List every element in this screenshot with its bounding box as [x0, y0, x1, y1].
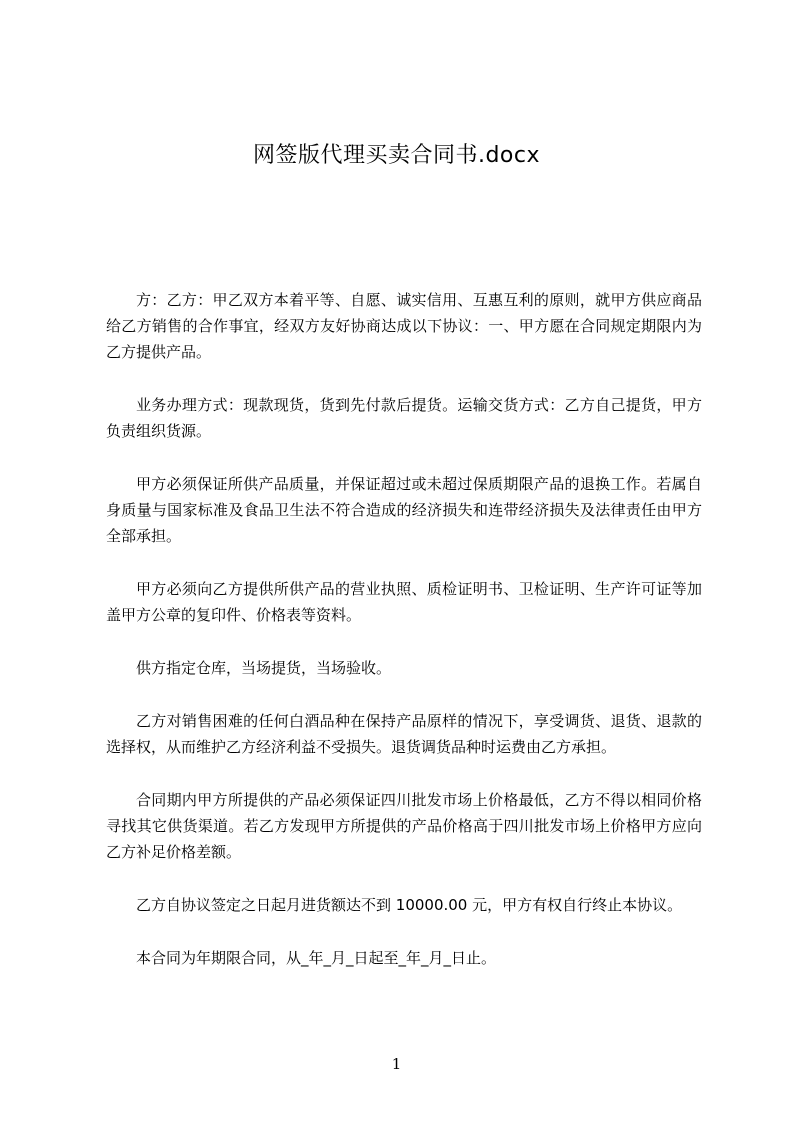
paragraph-warehouse: 供方指定仓库，当场提货，当场验收。 [136, 659, 392, 677]
paragraph-documents: 甲方必须向乙方提供所供产品的营业执照、质检证明书、卫检证明、生产许可证等加盖甲方公章的复印件、价格表等资料。 [106, 580, 702, 624]
paragraph-preamble: 方：乙方：甲乙双方本着平等、自愿、诚实信用、互惠互利的原则，就甲方供应商品给乙方销售的合作事宜，经双方友好协商达成以下协议：一、甲方愿在合同规定期限内为乙方提供产品。 [106, 291, 702, 361]
page-number: 1 [391, 1055, 402, 1073]
paragraph-pricing: 合同期内甲方所提供的产品必须保证四川批发市场上价格最低，乙方不得以相同价格寻找其它供货渠道。若乙方发现甲方所提供的产品价格高于四川批发市场上价格甲方应向乙方补足价格差额。 [106, 791, 702, 861]
paragraph-term: 本合同为年期限合同，从_年_月_日起至_年_月_日止。 [136, 949, 497, 967]
paragraph-business-method: 业务办理方式：现款现货，货到先付款后提货。运输交货方式：乙方自己提货，甲方负责组织货源。 [106, 396, 702, 440]
paragraph-returns: 乙方对销售困难的任何白酒品种在保持产品原样的情况下，享受调货、退货、退款的选择权，从而维护乙方经济利益不受损失。退货调货品种时运费由乙方承担。 [106, 712, 702, 756]
paragraph-termination: 乙方自协议签定之日起月进货额达不到 10000.00 元，甲方有权自行终止本协议。 [136, 896, 683, 914]
document-body [106, 287, 702, 998]
document-title: 网签版代理买卖合同书.docx [252, 143, 541, 168]
paragraph-quality-guarantee: 甲方必须保证所供产品质量，并保证超过或未超过保质期限产品的退换工作。若属自身质量与国家标准及食品卫生法不符合造成的经济损失和连带经济损失及法律责任由甲方全部承担。 [106, 475, 702, 545]
